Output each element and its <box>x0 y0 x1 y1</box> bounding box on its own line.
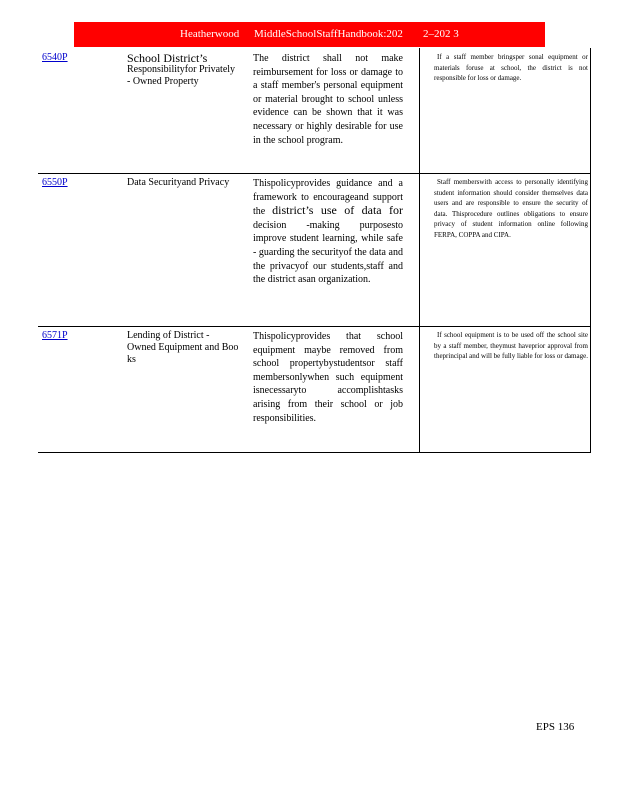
table-row <box>38 49 590 173</box>
header-title: MiddleSchoolStaffHandbook:202 <box>254 28 403 40</box>
header-banner <box>74 22 545 47</box>
page-footer <box>536 721 574 733</box>
table-divider-right <box>590 48 591 453</box>
header-year: 2–202 3 <box>423 28 459 40</box>
header-school: Heatherwood <box>180 28 240 40</box>
policy-code-link[interactable]: 6550P <box>42 177 68 188</box>
policy-note-text: If school equipment is to be used off the school site by a staff member, theymust haveprior approval from theprincipal and will be fully liable for loss or damage. <box>434 331 588 360</box>
policy-note <box>434 330 588 362</box>
policy-code-link[interactable]: 6571P <box>42 330 68 341</box>
policy-text: Thispolicyprovides that school equipment maybe removed from school propertybystudentsor staff membersonlywhen such equipment isnecessaryto accomplishtasks arising from their school or job responsibilities. <box>253 331 403 424</box>
policy-title: Lending of District - Owned Equipment and Boo ks <box>127 330 239 365</box>
table-bottom-rule <box>38 452 590 453</box>
policy-title: Data Securityand Privacy <box>127 177 230 188</box>
policy-code-cell <box>42 52 112 63</box>
policy-text-emphasis: district’s use of data for <box>272 203 404 218</box>
policy-text: The district shall not make reimbursement for loss or damage to a staff member's personal equipment or material brought to school unless evidence can be shown that it was necessary or highly desirable for use in the school program. <box>253 53 403 146</box>
policy-text <box>253 177 403 287</box>
policy-code-cell <box>42 177 112 188</box>
policy-note <box>434 52 588 84</box>
policy-title: Responsibilityfor Privately - Owned Property <box>127 64 236 87</box>
table-row <box>38 174 590 326</box>
policy-note-text: Staff memberswith access to personally identifying student information should consider themselves data users and are responsible to ensure the security of data. Thisprocedure outlines obligations to ensure privacy of student information online following FERPA, COPPA and CIPA. <box>434 178 588 239</box>
policy-code-link[interactable]: 6540P <box>42 52 68 63</box>
footer-label: EPS <box>536 721 555 733</box>
table-row <box>38 327 590 452</box>
policy-text-part: decision -making purposesto improve student learning, while safe - guarding the securityof the data and the privacyof our students,staff and the district asan organization. <box>253 219 403 286</box>
policy-code-cell <box>42 330 112 341</box>
policy-title-heading: School District’s <box>127 51 208 65</box>
policy-title-cell <box>127 177 239 189</box>
policy-title-cell <box>127 330 239 366</box>
policy-note <box>434 177 588 240</box>
policy-title-cell <box>127 52 239 88</box>
page-number: 136 <box>557 721 575 733</box>
policy-text-part: Thispolicyprovides guidance and a framework to encourageand support the <box>253 178 403 218</box>
policy-note-text: If a staff member bringsper sonal equipment or materials foruse at school, the district is not responsible for loss or damage. <box>434 53 588 82</box>
